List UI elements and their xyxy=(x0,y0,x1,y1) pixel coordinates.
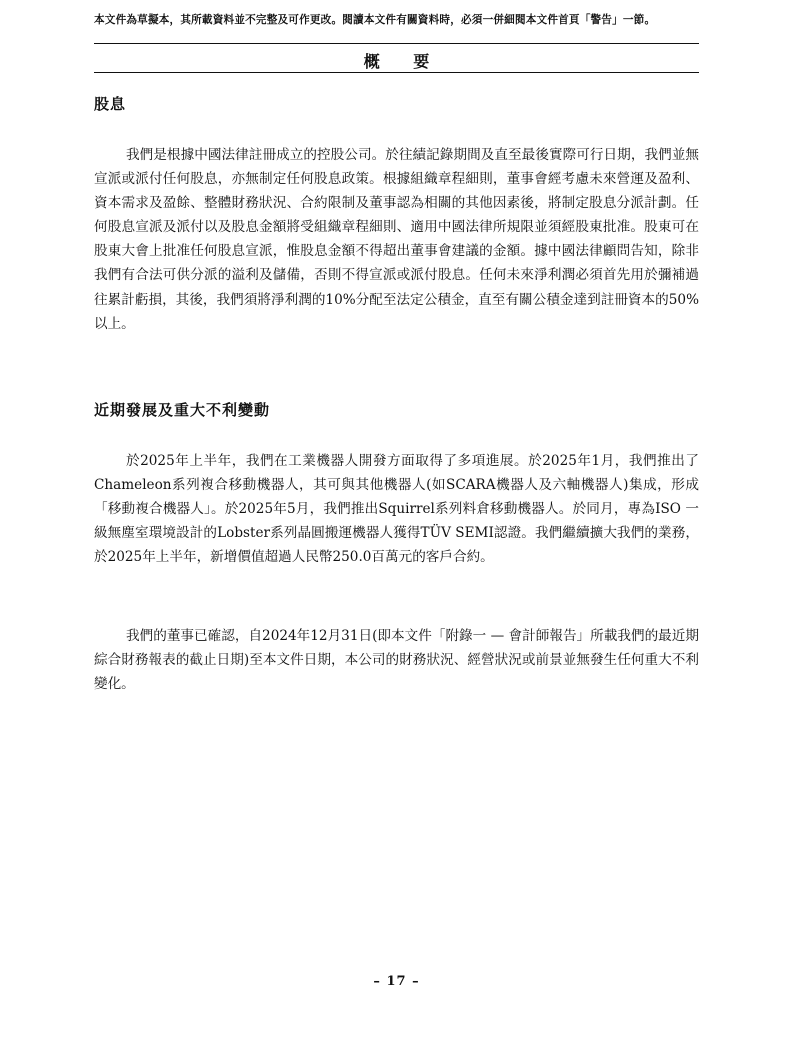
header-top-rule xyxy=(94,43,699,44)
draft-warning-banner: 本文件為草擬本，其所載資料並不完整及可作更改。閱讀本文件有關資料時，必須一併細閱本文件首頁「警告」一節。 xyxy=(94,14,656,26)
recent-developments-paragraph-1: 於2025年上半年，我們在工業機器人開發方面取得了多項進展。於2025年1月，我們推出了Chameleon系列複合移動機器人，其可與其他機器人(如SCARA機器人及六軸機器人)集成，形成「移動複合機器人」。於2025年5月，我們推出Squirrel系列料倉移動機器人。於同月，專為ISO 一級無塵室環境設計的Lobster系列晶圓搬運機器人獲得TÜV SEMI認證。我們繼續擴大我們的業務，於2025年上半年，新增價值超過人民幣250.0百萬元的客戶合約。 xyxy=(94,453,699,566)
page-number: – 17 – xyxy=(373,974,420,989)
header-bottom-rule xyxy=(94,72,699,73)
recent-developments-paragraph-2: 我們的董事已確認，自2024年12月31日(即本文件「附錄一 — 會計師報告」所載我們的最近期綜合財務報表的截止日期)至本文件日期，本公司的財務狀況、經營狀況或前景並無發生任何重大不利變化。 xyxy=(94,628,699,693)
section-title: 概 要 xyxy=(363,52,444,71)
dividend-heading: 股息 xyxy=(94,95,127,113)
dividend-paragraph: 我們是根據中國法律註冊成立的控股公司。於往績記錄期間及直至最後實際可行日期，我們並無宣派或派付任何股息，亦無制定任何股息政策。根據組織章程細則，董事會經考慮未來營運及盈利、資本需求及盈餘、整體財務狀況、合約限制及董事認為相關的其他因素後，將制定股息分派計劃。任何股息宣派及派付以及股息金額將受組織章程細則、適用中國法律所規限並須經股東批准。股東可在股東大會上批准任何股息宣派，惟股息金額不得超出董事會建議的金額。據中國法律顧問告知，除非我們有合法可供分派的溢利及儲備，否則不得宣派或派付股息。任何未來淨利潤必須首先用於彌補過往累計虧損，其後，我們須將淨利潤的10%分配至法定公積金，直至有關公積金達到註冊資本的50%以上。 xyxy=(94,147,699,332)
recent-developments-heading: 近期發展及重大不利變動 xyxy=(94,401,271,419)
